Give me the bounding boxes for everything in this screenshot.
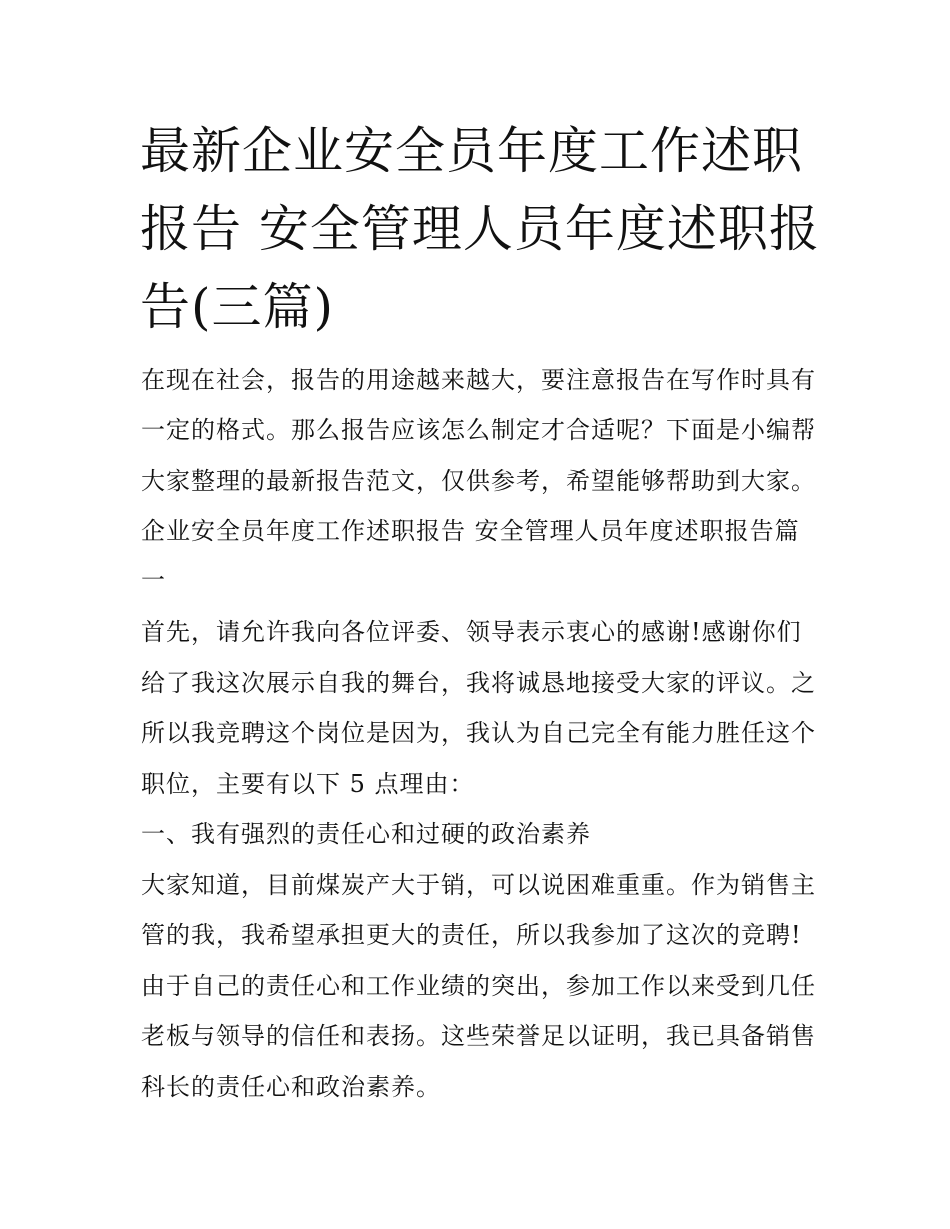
body-text-line: 给了我这次展示自我的舞台，我将诚恳地接受大家的评议。之 — [141, 669, 816, 697]
body-text-line: 在现在社会，报告的用途越来越大，要注意报告在写作时具有 — [141, 366, 816, 394]
body-text-line: 科长的责任心和政治素养。 — [141, 1073, 441, 1101]
section-heading-line: 一 — [141, 566, 166, 594]
title-line: 告(三篇) — [140, 278, 335, 336]
title-line: 最新企业安全员年度工作述职 — [140, 122, 803, 180]
body-text-line: 一定的格式。那么报告应该怎么制定才合适呢？下面是小编帮 — [141, 416, 816, 444]
title-line: 报告 安全管理人员年度述职报 — [140, 200, 820, 258]
subheading-line: 一、我有强烈的责任心和过硬的政治素养 — [141, 820, 591, 848]
section-heading-line: 企业安全员年度工作述职报告 安全管理人员年度述职报告篇 — [141, 517, 800, 545]
body-text-line: 职位，主要有以下 5 点理由： — [141, 770, 475, 798]
body-text-line: 管的我，我希望承担更大的责任，所以我参加了这次的竞聘! — [141, 921, 802, 949]
body-text-line: 老板与领导的信任和表扬。这些荣誉足以证明，我已具备销售 — [141, 1022, 816, 1050]
body-text-line: 由于自己的责任心和工作业绩的突出，参加工作以来受到几任 — [141, 972, 816, 1000]
body-text-line: 大家知道，目前煤炭产大于销，可以说困难重重。作为销售主 — [141, 871, 816, 899]
body-text-line: 所以我竞聘这个岗位是因为，我认为自己完全有能力胜任这个 — [141, 719, 816, 747]
body-text-line: 大家整理的最新报告范文，仅供参考，希望能够帮助到大家。 — [141, 467, 816, 495]
document-title — [140, 112, 820, 346]
body-text-line: 首先，请允许我向各位评委、领导表示衷心的感谢!感谢你们 — [141, 618, 802, 646]
